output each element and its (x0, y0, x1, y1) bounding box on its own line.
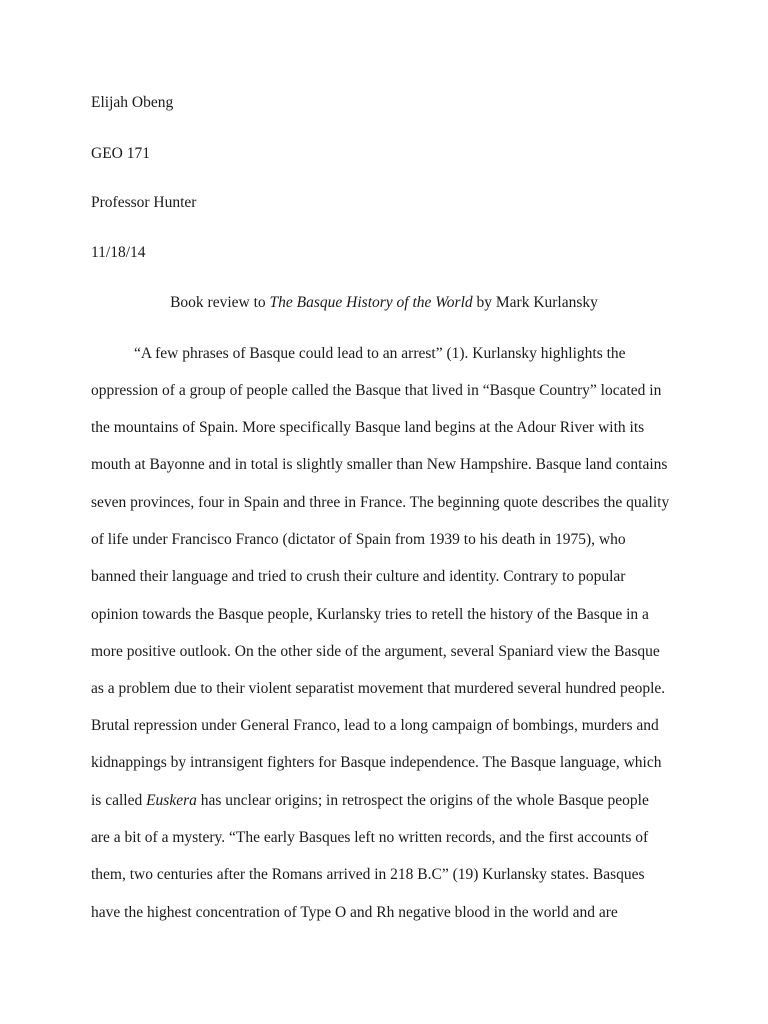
author-name: Elijah Obeng (91, 94, 174, 111)
language-name: Euskera (146, 792, 197, 809)
professor-name: Professor Hunter (91, 194, 197, 211)
body-line: oppression of a group of people called the Basque that lived in “Basque Country” located in (91, 382, 662, 399)
body-line: kidnappings by intransigent fighters for Basque independence. The Basque language, which (91, 754, 662, 771)
course-code: GEO 171 (91, 145, 150, 162)
body-line: opinion towards the Basque people, Kurlansky tries to retell the history of the Basque in a (91, 606, 649, 623)
book-title: The Basque History of the World (269, 294, 473, 311)
date: 11/18/14 (91, 244, 146, 261)
body-line: mouth at Bayonne and in total is slightly smaller than New Hampshire. Basque land contains (91, 456, 668, 473)
body-line: them, two centuries after the Romans arrived in 218 B.C” (19) Kurlansky states. Basques (91, 866, 645, 883)
body-text: has unclear origins; in retrospect the origins of the whole Basque people (196, 792, 649, 809)
body-text: is called (91, 792, 147, 809)
title-suffix: by Mark Kurlansky (472, 294, 598, 311)
review-title (0, 293, 768, 313)
body-line (91, 791, 649, 811)
body-line: as a problem due to their violent separatist movement that murdered several hundred people. (91, 680, 666, 697)
body-line: “A few phrases of Basque could lead to an arrest” (1). Kurlansky highlights the (134, 345, 626, 362)
title-prefix: Book review to (170, 294, 270, 311)
body-line: are a bit of a mystery. “The early Basques left no written records, and the first accounts of (91, 829, 649, 846)
body-line: Brutal repression under General Franco, lead to a long campaign of bombings, murders and (91, 717, 659, 734)
body-line: seven provinces, four in Spain and three in France. The beginning quote describes the quality (91, 494, 670, 511)
body-line: more positive outlook. On the other side of the argument, several Spaniard view the Basque (91, 643, 660, 660)
body-line: banned their language and tried to crush their culture and identity. Contrary to popular (91, 568, 626, 585)
body-line: of life under Francisco Franco (dictator of Spain from 1939 to his death in 1975), who (91, 531, 626, 548)
body-line: the mountains of Spain. More specifically Basque land begins at the Adour River with its (91, 419, 645, 436)
body-line: have the highest concentration of Type O and Rh negative blood in the world and are (91, 904, 618, 921)
